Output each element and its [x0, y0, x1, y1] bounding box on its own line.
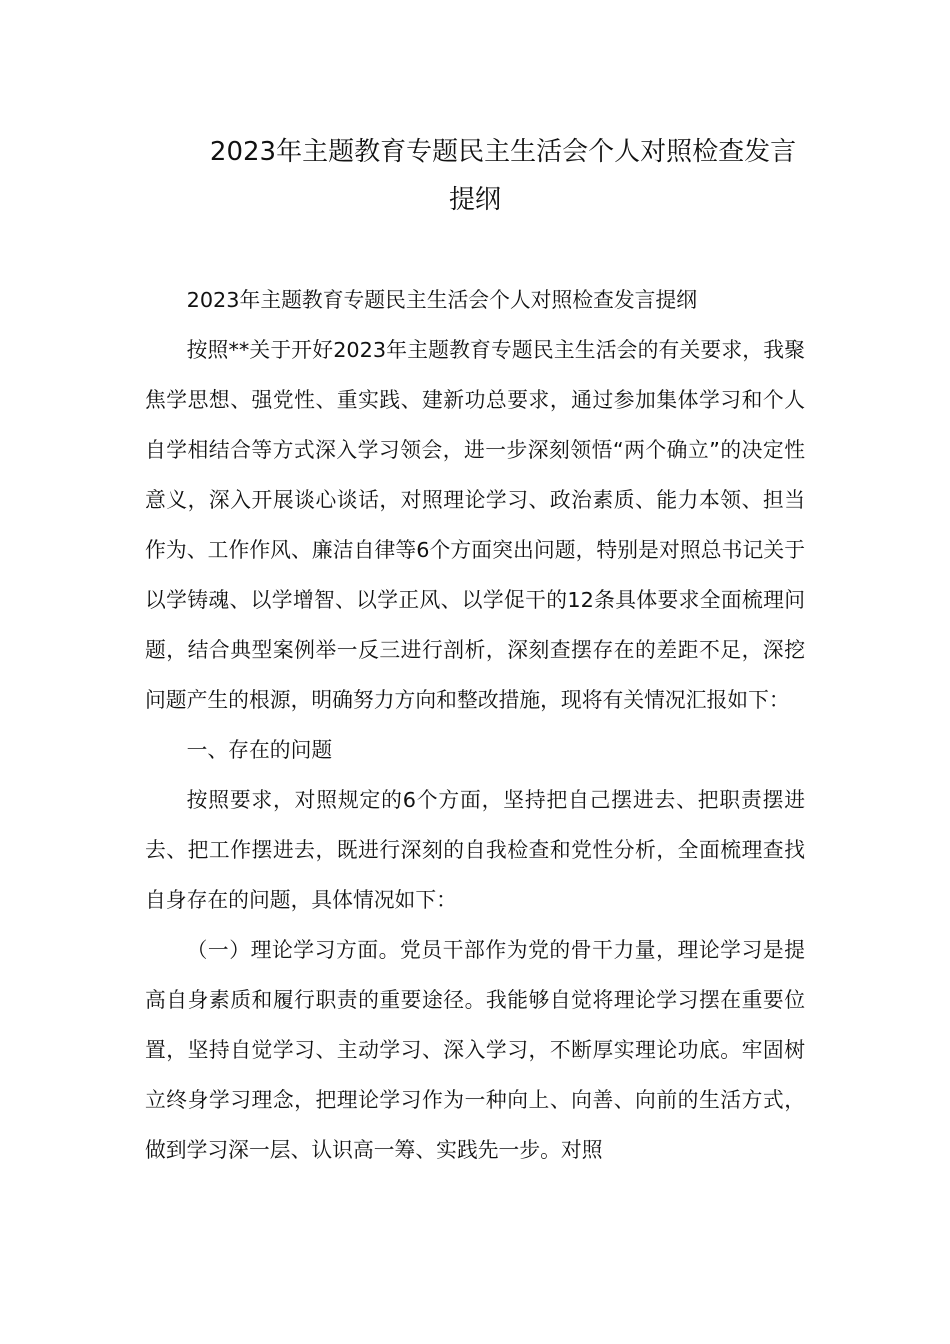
document-body [145, 275, 805, 1175]
section-heading-problems: 一、存在的问题 [186, 738, 333, 762]
theory-study-paragraph: （一）理论学习方面。党员干部作为党的骨干力量，理论学习是提高自身素质和履行职责的重要途径。我能够自觉将理论学习摆在重要位置，坚持自觉学习、主动学习、深入学习，不断厚实理论功底。牢固树立终身学习理念，把理论学习作为一种向上、向善、向前的生活方式，做到学习深一层、认识高一筹、实践先一步。对照 [145, 938, 805, 1162]
section-intro-paragraph: 按照要求，对照规定的6个方面，坚持把自己摆进去、把职责摆进去、把工作摆进去，既进行深刻的自我检查和党性分析，全面梳理查找自身存在的问题，具体情况如下： [145, 788, 805, 912]
intro-paragraph: 按照**关于开好2023年主题教育专题民主生活会的有关要求，我聚焦学思想、强党性、重实践、建新功总要求，通过参加集体学习和个人自学相结合等方式深入学习领会，进一步深刻领悟“两个确立”的决定性意义，深入开展谈心谈话，对照理论学习、政治素质、能力本领、担当作为、工作作风、廉洁自律等6个方面突出问题，特别是对照总书记关于以学铸魂、以学增智、以学正风、以学促干的12条具体要求全面梳理问题，结合典型案例举一反三进行剖析，深刻查摆存在的差距不足，深挖问题产生的根源，明确努力方向和整改措施，现将有关情况汇报如下： [145, 338, 805, 712]
subtitle-paragraph: 2023年主题教育专题民主生活会个人对照检查发言提纲 [186, 288, 698, 312]
document-title: 2023年主题教育专题民主生活会个人对照检查发言提纲 [209, 137, 797, 215]
